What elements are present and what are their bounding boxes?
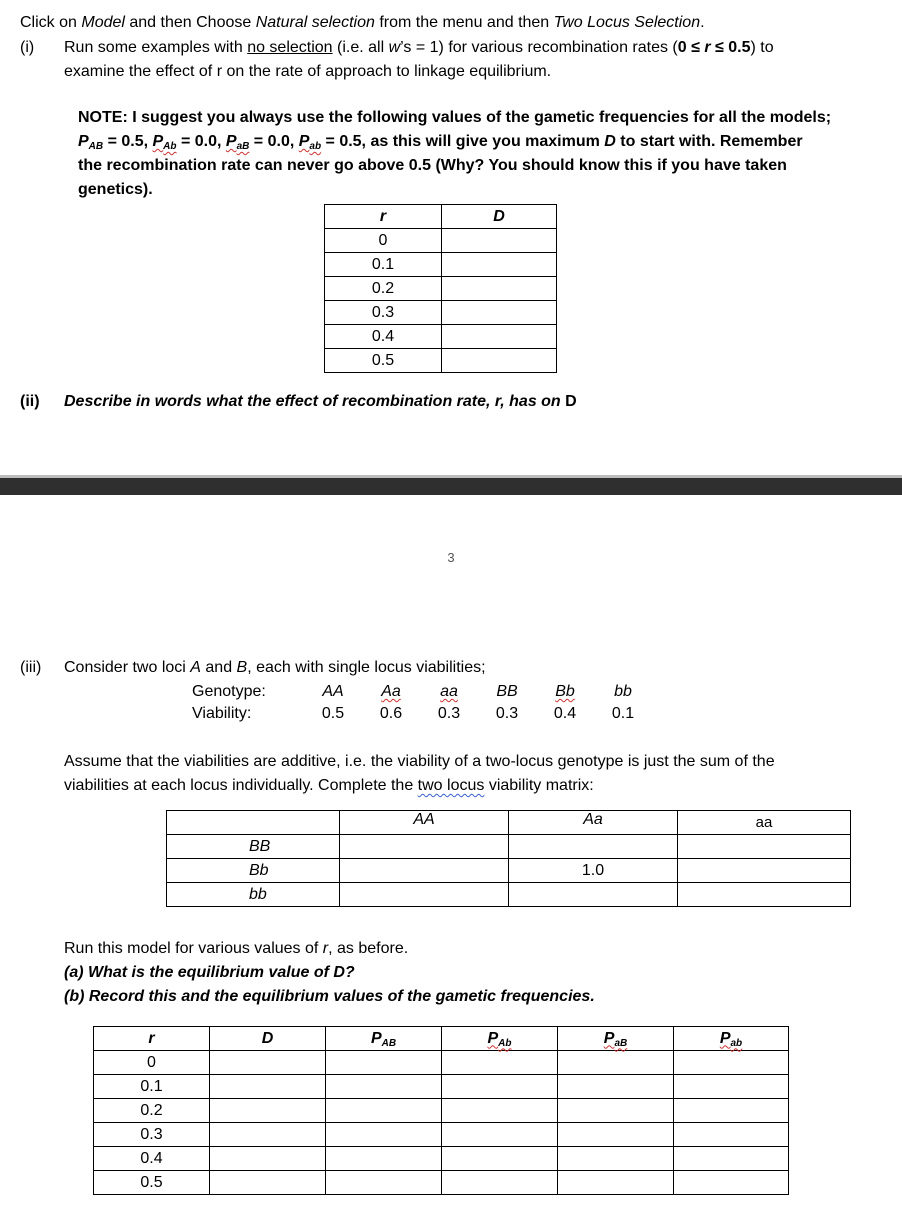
input-cell[interactable] [674,1099,789,1123]
input-cell[interactable] [210,1171,326,1195]
genotype: BB [496,683,518,700]
genotype: Aa [381,683,401,700]
input-cell[interactable] [442,1171,558,1195]
input-cell[interactable] [210,1147,326,1171]
viability-value: 0.6 [379,705,403,722]
item-i-line2: examine the effect of r on the rate of approach to linkage equilibrium. [64,63,552,80]
note-line3: the recombination rate can never go above 0.5 (Why? You should know this if you have taken [78,157,787,174]
table-header-row [325,205,557,229]
r-value: 0.1 [94,1075,210,1099]
input-cell[interactable] [442,1099,558,1123]
matrix-row-header: BB [167,835,340,859]
matrix-col-header: aa [678,811,851,835]
genotype: Bb [555,683,575,700]
assume-line1: Assume that the viabilities are additive, i.e. the viability of a two-locus genotype is just the sum of the [64,753,775,770]
input-cell[interactable] [674,1171,789,1195]
table-row [94,1171,789,1195]
item-iii-text: Consider two loci A and B, each with single locus viabilities; [64,659,486,676]
genotype: bb [614,683,632,700]
input-cell[interactable] [558,1147,674,1171]
table-row [94,1099,789,1123]
input-cell[interactable] [210,1099,326,1123]
input-cell[interactable] [674,1051,789,1075]
input-cell[interactable] [326,1099,442,1123]
header-pAb: $P_{Ab}$ [442,1027,558,1051]
run-line1: Run this model for various values of r, as before. [64,940,409,957]
r-value: 0 [325,229,442,253]
note-line1: NOTE: I suggest you always use the following values of the gametic frequencies for all the models; [78,109,832,126]
header-pab-lower: $P_{ab}$ [674,1027,789,1051]
d-input-cell[interactable] [442,229,557,253]
matrix-row [167,883,851,907]
d-input-cell[interactable] [442,277,557,301]
r-value: 0.3 [94,1123,210,1147]
input-cell[interactable] [442,1147,558,1171]
input-cell[interactable] [210,1123,326,1147]
input-cell[interactable] [326,1171,442,1195]
viability-value: 0.1 [611,705,635,722]
input-cell[interactable] [326,1051,442,1075]
matrix-col-header: Aa [509,811,678,835]
input-cell[interactable] [210,1075,326,1099]
viability-label: Viability: [192,705,252,722]
input-cell[interactable] [326,1075,442,1099]
intro-text: Click on Model and then Choose Natural selection from the menu and then Two Locus Selection. [20,14,705,31]
matrix-input-cell[interactable] [509,883,678,907]
matrix-corner [167,811,340,835]
item-iii-number: (iii) [20,659,42,676]
input-cell[interactable] [674,1147,789,1171]
matrix-input-cell[interactable] [340,835,509,859]
table-row [325,325,557,349]
matrix-input-cell[interactable] [678,859,851,883]
r-value: 0.4 [94,1147,210,1171]
input-cell[interactable] [558,1123,674,1147]
item-i-line1: Run some examples with no selection (i.e. all w’s = 1) for various recombination rates (0 ≤ r ≤ 0.5) to [64,39,774,56]
matrix-col-header: AA [340,811,509,835]
input-cell[interactable] [674,1123,789,1147]
input-cell[interactable] [558,1075,674,1099]
viability-list [192,681,652,725]
table-row [325,229,557,253]
r-value: 0.5 [94,1171,210,1195]
matrix-row-header: Bb [167,859,340,883]
d-input-cell[interactable] [442,349,557,373]
r-d-table [324,204,557,373]
genotype: AA [322,683,344,700]
table-row [325,253,557,277]
matrix-header-row [167,811,851,835]
viability-value: 0.3 [437,705,461,722]
genotype-row [192,681,652,703]
equilibrium-table [93,1026,789,1195]
table-row [94,1051,789,1075]
header-d: D [210,1027,326,1051]
input-cell[interactable] [558,1051,674,1075]
table-row [94,1123,789,1147]
header-paB: $P_{aB}$ [558,1027,674,1051]
table-row [94,1147,789,1171]
input-cell[interactable] [210,1051,326,1075]
r-value: 0.1 [325,253,442,277]
input-cell[interactable] [558,1099,674,1123]
matrix-row [167,835,851,859]
genotype-label: Genotype: [192,683,266,700]
viability-value: 0.5 [321,705,345,722]
viability-matrix [166,810,851,907]
input-cell[interactable] [442,1075,558,1099]
d-input-cell[interactable] [442,325,557,349]
table-row [94,1075,789,1099]
table-row [325,349,557,373]
question-b: (b) Record this and the equilibrium values of the gametic frequencies. [64,988,595,1005]
question-a: (a) What is the equilibrium value of D? [64,964,355,981]
r-value: 0 [94,1051,210,1075]
input-cell[interactable] [326,1123,442,1147]
input-cell[interactable] [442,1051,558,1075]
assume-line2: viabilities at each locus individually. Complete the two locus viability matrix: [64,777,594,794]
r-value: 0.3 [325,301,442,325]
input-cell[interactable] [442,1123,558,1147]
matrix-input-cell[interactable] [678,883,851,907]
matrix-input-cell[interactable] [340,883,509,907]
item-i-number: (i) [20,39,35,56]
r-value: 0.5 [325,349,442,373]
table-header-row [94,1027,789,1051]
r-value: 0.2 [325,277,442,301]
header-d: D [442,205,557,229]
table-row [325,301,557,325]
item-ii-number: (ii) [20,393,40,410]
d-input-cell[interactable] [442,301,557,325]
matrix-input-cell[interactable] [678,835,851,859]
viability-value: 0.3 [495,705,519,722]
input-cell[interactable] [674,1075,789,1099]
matrix-filled-cell: 1.0 [509,859,678,883]
viability-value: 0.4 [553,705,577,722]
matrix-row [167,859,851,883]
r-value: 0.2 [94,1099,210,1123]
header-r: r [325,205,442,229]
d-input-cell[interactable] [442,253,557,277]
input-cell[interactable] [558,1171,674,1195]
page-break-divider [0,475,902,495]
header-pab: $P_{AB}$ [326,1027,442,1051]
header-r: r [94,1027,210,1051]
viability-row [192,703,652,725]
r-value: 0.4 [325,325,442,349]
matrix-input-cell[interactable] [509,835,678,859]
genotype: aa [440,683,458,700]
note-line4: genetics). [78,181,153,198]
note-line2: $P_{AB} = 0.5$, $P_{Ab} = 0.0$, $P_{aB} = 0.0$, $P_{ab} = 0.5$, as this will give you maximum D to start with. Remember [78,133,803,152]
page-number: 3 [447,550,455,565]
table-row [325,277,557,301]
item-ii-text: Describe in words what the effect of recombination rate, r, has on D [64,393,577,410]
matrix-input-cell[interactable] [340,859,509,883]
input-cell[interactable] [326,1147,442,1171]
matrix-row-header: bb [167,883,340,907]
